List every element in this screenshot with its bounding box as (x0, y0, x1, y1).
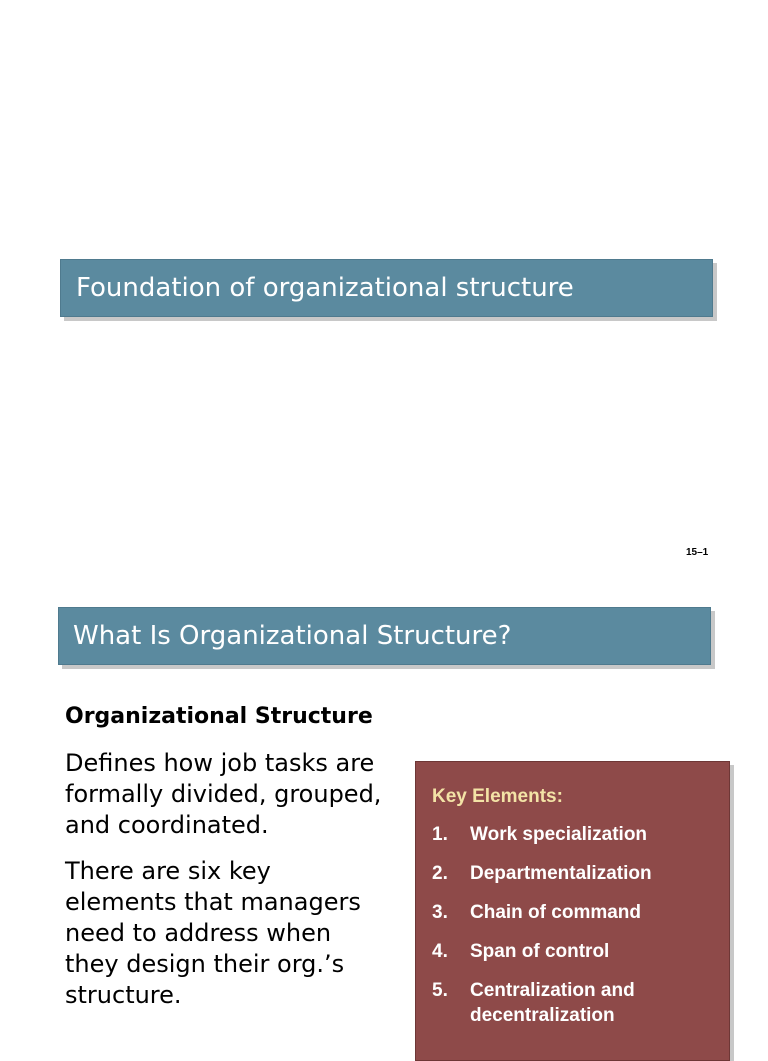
section-heading: Organizational Structure (65, 704, 373, 729)
list-text: Span of control (470, 941, 610, 962)
list-item (432, 939, 710, 964)
list-item (432, 978, 710, 1028)
key-elements-box (415, 761, 730, 1061)
list-text: Centralization and decentralization (470, 980, 635, 1026)
elements-paragraph: There are six key elements that managers need to address when they design their org.’s structure. (65, 857, 361, 1009)
slide-title: Foundation of organizational structure (76, 273, 574, 303)
list-text: Departmentalization (470, 863, 652, 884)
list-number: 1. (432, 824, 448, 845)
list-item (432, 900, 710, 925)
list-item (432, 822, 710, 847)
list-number: 5. (432, 980, 448, 1001)
slide-title-bar-2 (58, 607, 711, 665)
list-number: 3. (432, 902, 448, 923)
list-text: Work specialization (470, 824, 648, 845)
slide-title-bar (60, 259, 713, 317)
list-text: Chain of command (470, 902, 642, 923)
slide-title-2: What Is Organizational Structure? (73, 621, 512, 651)
slide-number: 15–1 (686, 547, 709, 558)
list-number: 4. (432, 941, 448, 962)
definition-paragraph: Defines how job tasks are formally divided, grouped, and coordinated. (65, 749, 382, 839)
key-elements-list (432, 822, 710, 1042)
list-item (432, 861, 710, 886)
list-number: 2. (432, 863, 448, 884)
key-elements-heading: Key Elements: (432, 786, 563, 807)
